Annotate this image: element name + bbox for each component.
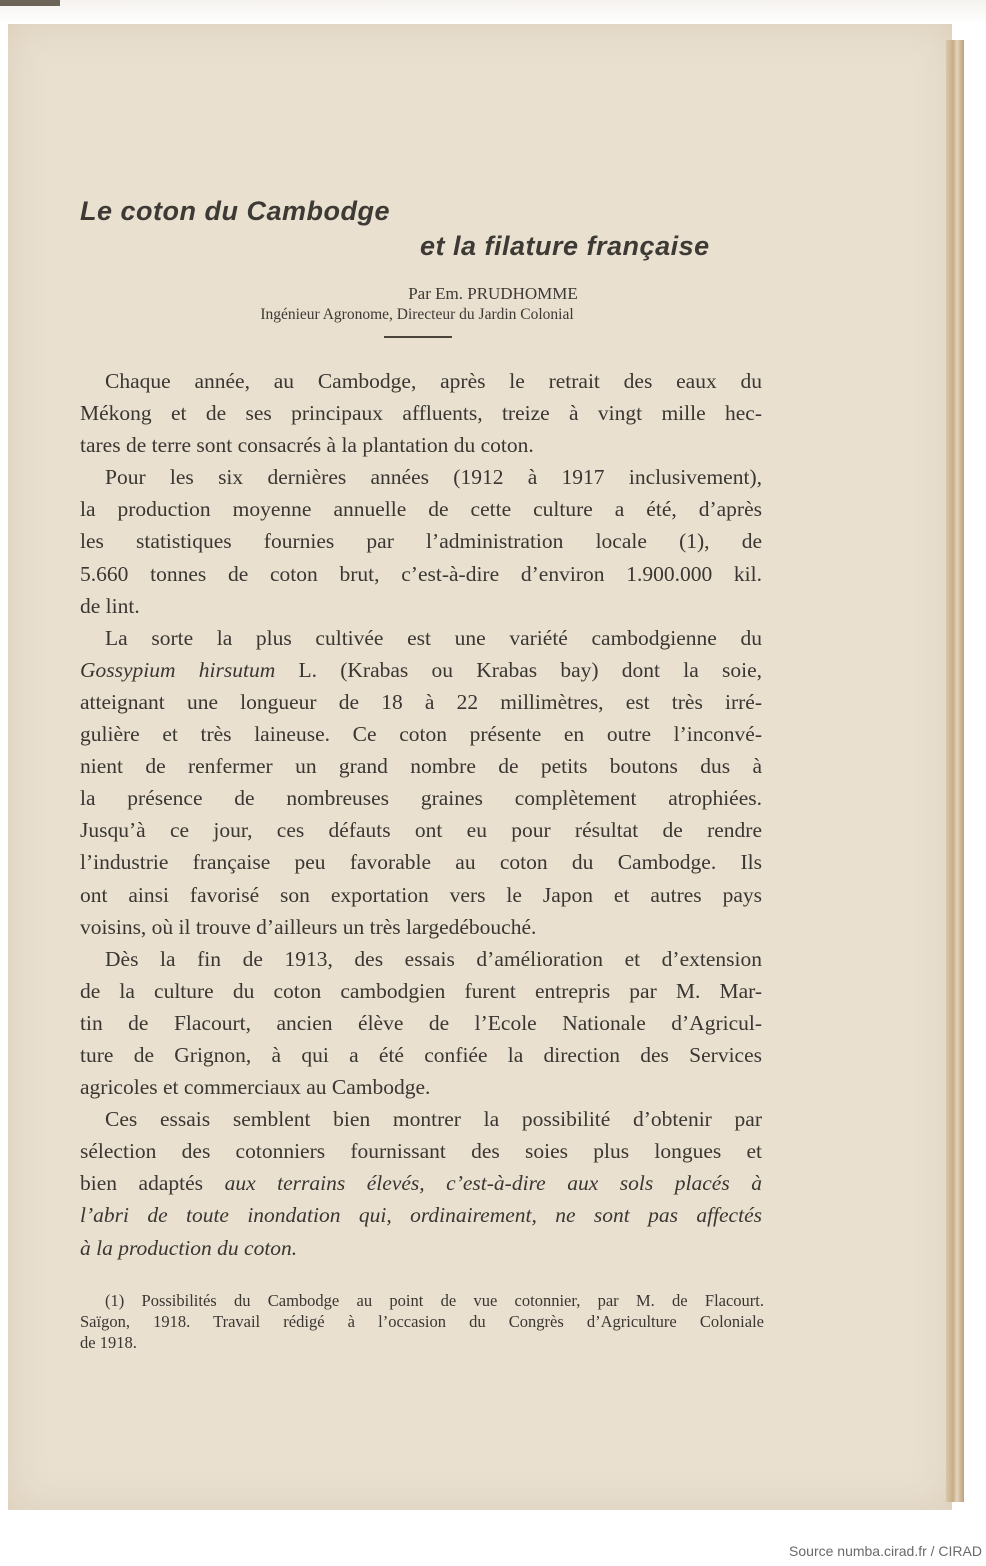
text-line: [80, 1071, 762, 1103]
title-divider: [384, 336, 452, 338]
text-line: [80, 654, 762, 686]
text-run: Saïgon, 1918. Travail rédigé à l’occasion du Congrès d’Agriculture Coloniale: [80, 1312, 764, 1331]
text-run: agricoles et commerciaux au Cambodge.: [80, 1075, 431, 1100]
text-run: Pour les six dernières années (1912 à 1917 inclusivement),: [105, 465, 762, 490]
text-run: de lint.: [80, 593, 140, 618]
paragraph: [80, 943, 762, 1103]
text-line: [80, 622, 762, 654]
text-line: [80, 429, 762, 461]
author-affiliation: Ingénieur Agronome, Directeur du Jardin Colonial: [260, 306, 574, 323]
text-run: nient de renfermer un grand nombre de petits boutons dus à: [80, 754, 762, 779]
text-line: [80, 525, 762, 557]
text-run: Jusqu’à ce jour, ces défauts ont eu pour résultat de rendre: [80, 818, 762, 843]
text-line: [80, 750, 762, 782]
text-line: [80, 590, 762, 622]
text-run: ont ainsi favorisé son exportation vers le Japon et autres pays: [80, 882, 762, 907]
italic-text: à la production du coton.: [80, 1235, 298, 1260]
text-line: [80, 1007, 762, 1039]
footnote-line: [80, 1311, 764, 1332]
text-run: Mékong et de ses principaux affluents, treize à vingt mille hec-: [80, 401, 762, 426]
author-byline: Par Em. PRUDHOMME: [408, 284, 578, 303]
paragraph: [80, 622, 762, 943]
text-line: [80, 686, 762, 718]
text-line: [80, 365, 762, 397]
text-run: de la culture du coton cambodgien furent entrepris par M. Mar-: [80, 978, 762, 1003]
text-run: l’industrie française peu favorable au coton du Cambodge. Ils: [80, 850, 762, 875]
text-run: Ces essais semblent bien montrer la possibilité d’obtenir par: [105, 1107, 762, 1132]
text-line: [80, 1103, 762, 1135]
text-run: tin de Flacourt, ancien élève de l’Ecole Nationale d’Agricul-: [80, 1010, 762, 1035]
text-run: Chaque année, au Cambodge, après le retrait des eaux du: [105, 369, 762, 393]
paragraph: [80, 365, 762, 461]
text-run: voisins, où il trouve d’ailleurs un très largedébouché.: [80, 914, 537, 939]
text-line: [80, 975, 762, 1007]
text-line: [80, 718, 762, 750]
text-line: [80, 461, 762, 493]
text-run: bien adaptés: [80, 1171, 225, 1196]
text-line: [80, 782, 762, 814]
text-line: [80, 943, 762, 975]
text-run: la présence de nombreuses graines complètement atrophiées.: [80, 786, 762, 811]
text-line: [80, 846, 762, 878]
footnote: [80, 1290, 764, 1353]
article-title-line-2: et la filature française: [420, 231, 710, 261]
italic-text: aux terrains élevés, c’est-à-dire aux sols placés à: [224, 1171, 762, 1196]
text-run: atteignant une longueur de 18 à 22 millimètres, est très irré-: [80, 689, 762, 714]
text-line: [80, 397, 762, 429]
text-line: [80, 879, 762, 911]
footnote-line: [80, 1332, 764, 1353]
text-line: [80, 814, 762, 846]
text-run: La sorte la plus cultivée est une variété cambodgienne du: [105, 625, 762, 650]
text-run: L. (Krabas ou Krabas bay) dont la soie,: [275, 657, 762, 682]
text-run: (1) Possibilités du Cambodge au point de vue cotonnier, par M. de Flacourt.: [105, 1291, 764, 1310]
article-body: [80, 365, 762, 1264]
footnote-line: [80, 1290, 764, 1311]
text-run: Dès la fin de 1913, des essais d’amélioration et d’extension: [105, 946, 762, 971]
text-line: [80, 558, 762, 590]
text-run: gulière et très laineuse. Ce coton présente en outre l’inconvé-: [80, 722, 762, 747]
italic-text: Gossypium hirsutum: [80, 657, 276, 682]
text-line: [80, 1135, 762, 1167]
text-line: [80, 1232, 762, 1264]
text-run: de 1918.: [80, 1333, 137, 1352]
text-line: [80, 493, 762, 525]
scan-corner-mark: [0, 0, 60, 6]
text-run: les statistiques fournies par l’administration locale (1), de: [80, 529, 762, 554]
source-credit: Source numba.cirad.fr / CIRAD: [789, 1543, 982, 1559]
scan-background-top: [0, 0, 986, 24]
text-line: [80, 1199, 762, 1231]
text-line: [80, 1167, 762, 1199]
article-title-line-1: Le coton du Cambodge: [80, 196, 390, 226]
paragraph: [80, 1103, 762, 1263]
page-stack-edge: [946, 40, 964, 1502]
italic-text: l’abri de toute inondation qui, ordinairement, ne sont pas affectés: [80, 1203, 762, 1228]
text-run: ture de Grignon, à qui a été confiée la direction des Services: [80, 1042, 762, 1067]
text-run: sélection des cotonniers fournissant des soies plus longues et: [80, 1139, 762, 1164]
text-run: tares de terre sont consacrés à la plantation du coton.: [80, 433, 534, 458]
text-run: la production moyenne annuelle de cette culture a été, d’après: [80, 497, 762, 522]
text-run: 5.660 tonnes de coton brut, c’est-à-dire d’environ 1.900.000 kil.: [80, 561, 762, 586]
text-line: [80, 1039, 762, 1071]
paragraph: [80, 461, 762, 621]
text-line: [80, 911, 762, 943]
